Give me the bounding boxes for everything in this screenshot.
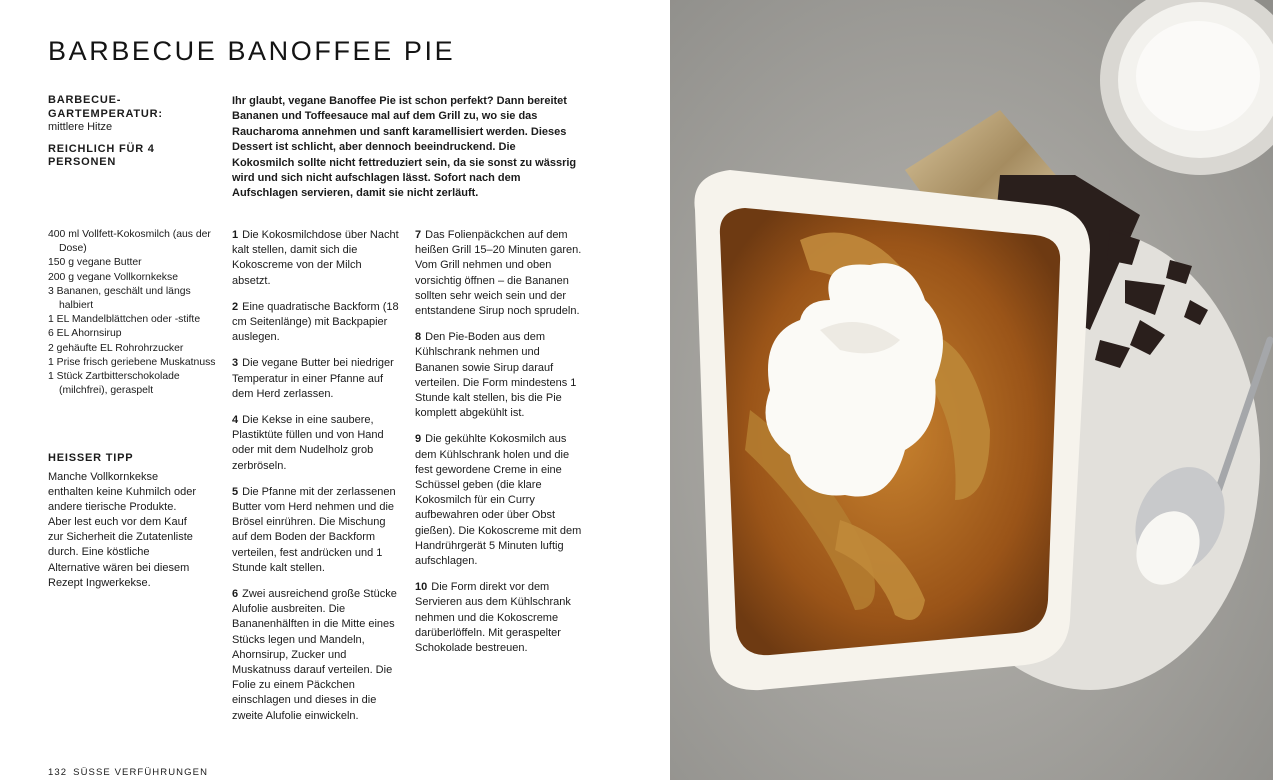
step-text: Die gekühlte Kokosmilch aus dem Kühlschrank holen und die fest gewordene Creme in eine Schüssel geben (die klare Kokosmilch für ein Curry aufbewahren oder über Obst gießen). Die Kokoscreme mit dem Handrührgerät 5 Minuten luftig aufschlagen.: [415, 433, 582, 568]
step-text: Die Kekse in eine saubere, Plastiktüte füllen und von Hand oder mit dem Nudelholz grob zerbröseln.: [232, 414, 384, 472]
step-text: Die Kokosmilchdose über Nacht kalt stellen, damit sich die Kokoscreme von der Milch absetzt.: [232, 229, 399, 287]
tip-title: HEISSER TIPP: [48, 452, 134, 464]
temperature-value: mittlere Hitze: [48, 121, 113, 133]
section-name: SÜSSE VERFÜHRUNGEN: [73, 767, 209, 778]
ingredient-item: 200 g vegane Vollkornkekse: [48, 271, 178, 283]
page-footer: [48, 767, 208, 778]
tip-text: Manche Vollkornkekse enthalten keine Kuhmilch oder andere tierische Produkte. Aber lest euch vor dem Kauf zur Sicherheit die Zutatenliste durch. Eine köstliche Alternative wären bei diesem Rezept Ingwerkekse.: [48, 471, 196, 589]
ingredient-item: 400 ml Vollfett-Kokosmilch (aus der Dose): [48, 229, 211, 255]
steps-column-1: [232, 228, 402, 735]
step-number: 8: [415, 331, 422, 344]
step-text: Die vegane Butter bei niedriger Temperatur in einer Pfanne auf dem Herd zerlassen.: [232, 357, 394, 400]
step-text: Eine quadratische Backform (18 cm Seitenlänge) mit Backpapier auslegen.: [232, 300, 399, 344]
step-item: [415, 330, 585, 421]
ingredient-item: 3 Bananen, geschält und längs halbiert: [48, 285, 191, 312]
step-item: [232, 300, 402, 346]
step-text: Die Pfanne mit der zerlassenen Butter vom Herd nehmen und die Brösel einrühren. Die Mischung auf dem Boden der Backform verteilen, fest andrücken und 1 Stunde kalt stellen.: [232, 485, 396, 574]
temperature-label: BARBECUE-GARTEMPERATUR:: [48, 94, 163, 120]
step-item: [232, 587, 402, 724]
step-item: [415, 580, 585, 656]
step-number: 6: [232, 588, 239, 601]
step-item: [232, 413, 402, 474]
step-text: Das Folienpäckchen auf dem heißen Grill 15–20 Minuten garen. Vom Grill nehmen und oben vorsichtig öffnen – die Bananen sollten sehr weich sein und der entstandene Sirup noch sprudeln.: [415, 229, 582, 318]
recipe-meta: [48, 94, 218, 170]
ingredient-item: 1 Prise frisch geriebene Muskatnuss: [48, 356, 216, 368]
step-number: 10: [415, 581, 428, 594]
step-item: [232, 228, 402, 289]
step-item: [415, 228, 585, 319]
step-text: Zwei ausreichend große Stücke Alufolie ausbreiten. Die Bananenhälften in die Mitte eines Stücks legen und Mandeln, Ahornsirup, Zucker und Muskatnuss darauf verteilen. Die Folie zu einem Päckchen einschlagen und dieses in die zweite Alufolie einwickeln.: [232, 588, 397, 722]
step-number: 1: [232, 229, 239, 241]
step-number: 2: [232, 300, 239, 313]
step-item: [232, 356, 402, 402]
step-number: 4: [232, 414, 239, 427]
step-item: [415, 432, 585, 569]
ingredient-item: 150 g vegane Butter: [48, 257, 142, 269]
ingredient-item: 2 gehäufte EL Rohrohrzucker: [48, 342, 184, 354]
servings-label: REICHLICH FÜR 4 PERSONEN: [48, 142, 155, 168]
step-number: 3: [232, 357, 239, 370]
step-text: Die Form direkt vor dem Servieren aus dem Kühlschrank nehmen und die Kokoscreme darüberlöffeln. Mit geraspelter Schokolade bestreuen.: [415, 581, 571, 655]
recipe-title: BARBECUE BANOFFEE PIE: [48, 36, 456, 66]
banoffee-pie-photo: [670, 0, 1273, 780]
ingredient-item: 6 EL Ahornsirup: [48, 328, 122, 340]
step-text: Den Pie-Boden aus dem Kühlschrank nehmen und Bananen sowie Sirup darauf verteilen. Die Form mindestens 1 Stunde kalt stellen, bis die Pie komplett abgekühlt ist.: [415, 331, 577, 420]
ingredient-item: 1 EL Mandelblättchen oder -stifte: [48, 314, 201, 326]
step-item: [232, 485, 402, 576]
page-number: 132: [48, 767, 68, 778]
ingredients-list: [48, 228, 218, 398]
food-photo: [670, 0, 1273, 780]
recipe-intro: Ihr glaubt, vegane Banoffee Pie ist schon perfekt? Dann bereitet Bananen und Toffeesauce mal auf dem Grill zu, wo sie das Raucharoma annehmen und sanft karamellisiert werden. Dieses Dessert ist schlicht, aber dennoch beeindruckend. Die Kokosmilch sollte nicht fettreduziert sein, da sie sonst zu wässrig wird und sich nicht aufschlagen lässt. Sofort nach dem Aufschlagen servieren, damit sie nicht zerläuft.: [232, 95, 577, 200]
step-number: 5: [232, 485, 239, 498]
ingredient-item: 1 Stück Zartbitterschokolade (milchfrei), geraspelt: [48, 371, 180, 397]
steps-column-2: [415, 228, 585, 667]
meta-spacer: [48, 135, 218, 143]
step-number: 7: [415, 229, 422, 241]
step-number: 9: [415, 433, 422, 446]
